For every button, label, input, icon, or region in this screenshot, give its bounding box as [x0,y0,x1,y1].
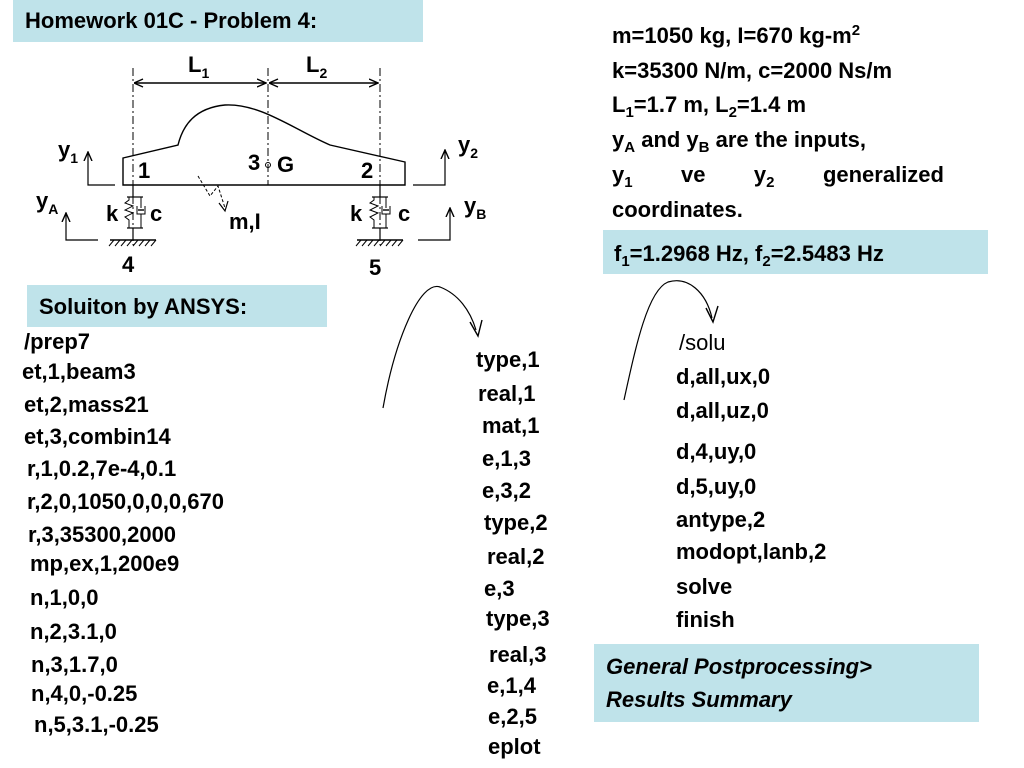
prep7-line: n,3,1.7,0 [31,652,118,677]
solu-line: d,4,uy,0 [676,439,757,464]
param-lengths: $L_1=1.7$ m, $L_2=1.4$ m [612,92,807,121]
solu-line: /solu [679,330,726,355]
solu-line: d,all,ux,0 [676,364,771,389]
prep7-line: /prep7 [24,329,91,354]
solu-line: solve [676,574,733,599]
label-y2: $y_2$ [458,132,479,161]
param-inputs: $y_A$ and $y_B$ are the inputs, [612,127,866,156]
flow-arrow-prep-to-elements [383,286,476,408]
node-5-label: 5 [369,255,382,280]
element-line: e,3,2 [482,478,531,503]
param-generalized-word: generalized [822,162,944,187]
frequency-result: $f_1=1.2968$ Hz, $f_2=2.5483$ Hz [614,241,884,270]
element-line: e,2,5 [488,704,537,729]
prep7-line: n,2,3.1,0 [30,619,117,644]
prep7-line: n,5,3.1,-0.25 [34,712,159,737]
param-y1: $y_1$ [612,162,633,191]
label-c-right: c [398,201,411,226]
solu-line: antype,2 [676,507,766,532]
label-y1: $y_1$ [58,137,79,166]
element-line: real,1 [478,381,536,406]
prep7-line: r,2,0,1050,0,0,0,670 [27,489,224,514]
prep7-line: n,4,0,-0.25 [31,681,138,706]
param-coordinates: coordinates. [612,197,743,222]
page-title: Homework 01C - Problem 4: [25,8,318,33]
element-line: eplot [488,734,541,759]
prep7-line: mp,ex,1,200e9 [30,551,180,576]
element-line: e,1,3 [482,446,531,471]
label-c-left: c [150,201,163,226]
node-4-label: 4 [122,252,135,277]
solution-title: Soluiton by ANSYS: [39,294,248,319]
element-line: type,3 [486,606,550,631]
postprocessing-line-2: Results Summary [606,687,792,712]
prep7-line: et,1,beam3 [22,359,136,384]
solu-line: d,all,uz,0 [676,398,769,423]
label-G: G [277,152,295,177]
element-line: e,1,4 [487,673,536,698]
prep7-line: r,1,0.2,7e-4,0.1 [27,456,177,481]
label-L2: $L_2$ [306,52,328,81]
label-yB: $y_B$ [464,193,487,222]
param-stiffness-damping: k=35300 N/m, c=2000 Ns/m [612,58,893,83]
label-k-right: k [350,201,363,226]
element-line: e,3 [484,576,515,601]
prep7-line: r,3,35300,2000 [28,522,177,547]
param-y2: $y_2$ [753,162,775,191]
label-mass-inertia: m,I [229,209,261,234]
param-ve: ve [681,162,706,187]
flow-arrow-elements-to-solu-head [706,306,718,322]
prep7-line: n,1,0,0 [30,585,99,610]
node-1-label: 1 [138,158,151,183]
element-line: real,2 [487,544,545,569]
element-line: real,3 [489,642,547,667]
param-mass-inertia: m=1050 kg, I=670 $kg-m^2$ [612,22,861,48]
prep7-line: et,2,mass21 [24,392,149,417]
node-3-label: 3 [248,150,261,175]
solu-line: finish [676,607,735,632]
node-2-label: 2 [361,158,374,183]
solu-line: modopt,lanb,2 [676,539,827,564]
element-line: type,2 [484,510,548,535]
element-line: mat,1 [482,413,540,438]
prep7-line: et,3,combin14 [24,424,171,449]
postprocessing-line-1: General Postprocessing> [606,654,872,679]
element-line: type,1 [476,347,540,372]
label-yA: $y_A$ [36,188,59,217]
solu-line: d,5,uy,0 [676,474,757,499]
label-L1: $L_1$ [188,52,210,81]
label-k-left: k [106,201,119,226]
